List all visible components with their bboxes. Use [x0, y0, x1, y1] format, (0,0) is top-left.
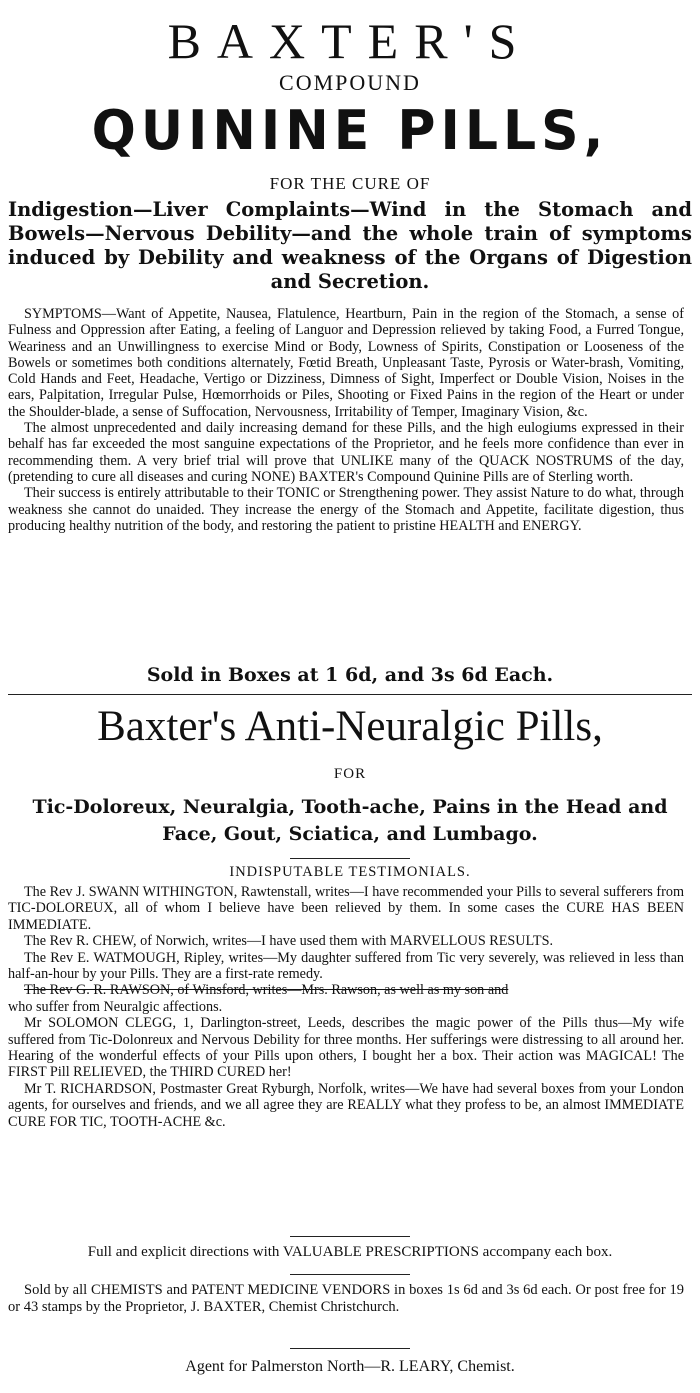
testimonial-chew: The Rev R. CHEW, of Norwich, writes—I have used them with MARVELLOUS RESULTS. — [24, 933, 554, 950]
anti-neuralgic-title: Baxter's Anti-Neuralgic Pills, — [97, 703, 603, 750]
success-paragraph: Their success is entirely attributable to their TONIC or Strengthening power. They assist Nature to do what, through weakness she cannot do unaided. They increase the energy of the Stomach and Appetite, facilitate digestion, thus producing healthy nutrition of the body, and restoring the patient to pristine HEALTH and ENERGY. — [8, 485, 684, 534]
testimonial-richardson: Mr T. RICHARDSON, Postmaster Great Ryburgh, Norfolk, writes—We have had several boxes from your London agents, for ourselves and friends, and we all agree they are REALLY what they profess to be, an almost IMMEDIATE CURE FOR TIC, TOOTH-ACHE &c. — [8, 1080, 684, 1130]
quinine-price-line: Sold in Boxes at 1 6d, and 3s 6d Each. — [146, 664, 554, 686]
symptoms-paragraph: SYMPTOMS—Want of Appetite, Nausea, Flatulence, Heartburn, Pain in the region of the Stomach, a sense of Fulness and Oppression after Eating, a feeling of Languor and Depression relieved by taking Food, a Furred Tongue, Weariness and an Unwillingness to exercise Mind or Body, Lowness of Spirits, Constipation or Looseness of the Bowels or sometimes both conditions alternately, Fœtid Breath, Unpleasant Taste, Pyrosis or Water-brash, Vomiting, Cold Hands and Feet, Headache, Vertigo or Dizziness, Dimness of Sight, Imperfect or Double Vision, Noises in the ears, Palpitation, Irregular Pulse, Hœmorrhoids or Piles, Shooting or Fixed Pains in the region of the Heart or under the Shoulder-blade, a sense of Suffocation, Nervousness, Irritability of Temper, Imaginary Vision, &c. — [8, 306, 684, 420]
agent-divider — [290, 1348, 410, 1349]
compound-subtitle: COMPOUND — [279, 70, 421, 95]
directions-line: Full and explicit directions with VALUABLE PRESCRIPTIONS accompany each box. — [87, 1244, 613, 1260]
vendors-divider — [290, 1274, 410, 1275]
for-label: FOR — [333, 766, 367, 782]
testimonials-heading: INDISPUTABLE TESTIMONIALS. — [229, 864, 471, 880]
vendors-text — [8, 1282, 684, 1315]
testimonials-list — [8, 884, 684, 1130]
vendors-paragraph: Sold by all CHEMISTS and PATENT MEDICINE VENDORS in boxes 1s 6d and 3s 6d each. Or post free for 19 or 43 stamps by the Proprietor, J. BAXTER, Chemist Christchurch. — [8, 1282, 684, 1315]
testimonial-watmough: The Rev E. WATMOUGH, Ripley, writes—My daughter suffered from Tic very severely, was relieved in less than half-an-hour by your Pills. They are a first-rate remedy. — [8, 949, 684, 983]
agent-line: Agent for Palmerston North—R. LEARY, Chemist. — [185, 1358, 515, 1375]
demand-paragraph: The almost unprecedented and daily increasing demand for these Pills, and the high eulogiums expressed in their behalf has far exceeded the most sanguine expectations of the Proprietor, and he feels more confidence than ever in recommending them. A very brief trial will prove that UNLIKE many of the QUACK NOSTRUMS of the day, (pretending to cure all diseases and curing NONE) BAXTER's Compound Quinine Pills are of Sterling worth. — [8, 420, 684, 485]
quinine-pills-title: QUININE PILLS, — [91, 99, 609, 163]
quinine-indications: Indigestion—Liver Complaints—Wind in the Stomach and Bowels—Nervous Debility—and the whole train of symptoms induced by Debility and weakness of the Organs of Digestion and Secretion. — [8, 198, 692, 293]
testimonial-clegg: Mr SOLOMON CLEGG, 1, Darlington-street, Leeds, describes the magic power of the Pills thus—My wife suffered from Tic-Dolonreux and Nervous Debility for three months. Her sufferings were distressing to all around her. Hearing of the wonderful effects of your Pills upon others, I bought her a box. Their action was MAGICAL! The FIRST Pill RELIEVED, the THIRD CURED her! — [8, 1015, 684, 1081]
testimonial-rawson: The Rev G. R. RAWSON, of Winsford, writes—Mrs. Rawson, as well as my son and — [24, 982, 509, 999]
heading-divider — [290, 858, 410, 859]
anti-neuralgic-indications: Tic-Doloreux, Neuralgia, Tooth-ache, Pains in the Head and Face, Gout, Sciatica, and Lumbago. — [32, 796, 668, 845]
for-the-cure-of-label: FOR THE CURE OF — [269, 174, 431, 193]
testimonial-rawson-cont: who suffer from Neuralgic affections. — [8, 998, 223, 1015]
section-divider — [8, 694, 692, 695]
brand-heading: BAXTER'S — [167, 13, 533, 69]
quinine-body-text — [8, 306, 684, 534]
testimonial-withington: The Rev J. SWANN WITHINGTON, Rawtenstall, writes—I have recommended your Pills to several sufferers from TIC-DOLOREUX, all of whom I believe have been relieved by them. In some cases the CURE HAS BEEN IMMEDIATE. — [8, 884, 684, 933]
directions-divider — [290, 1236, 410, 1237]
